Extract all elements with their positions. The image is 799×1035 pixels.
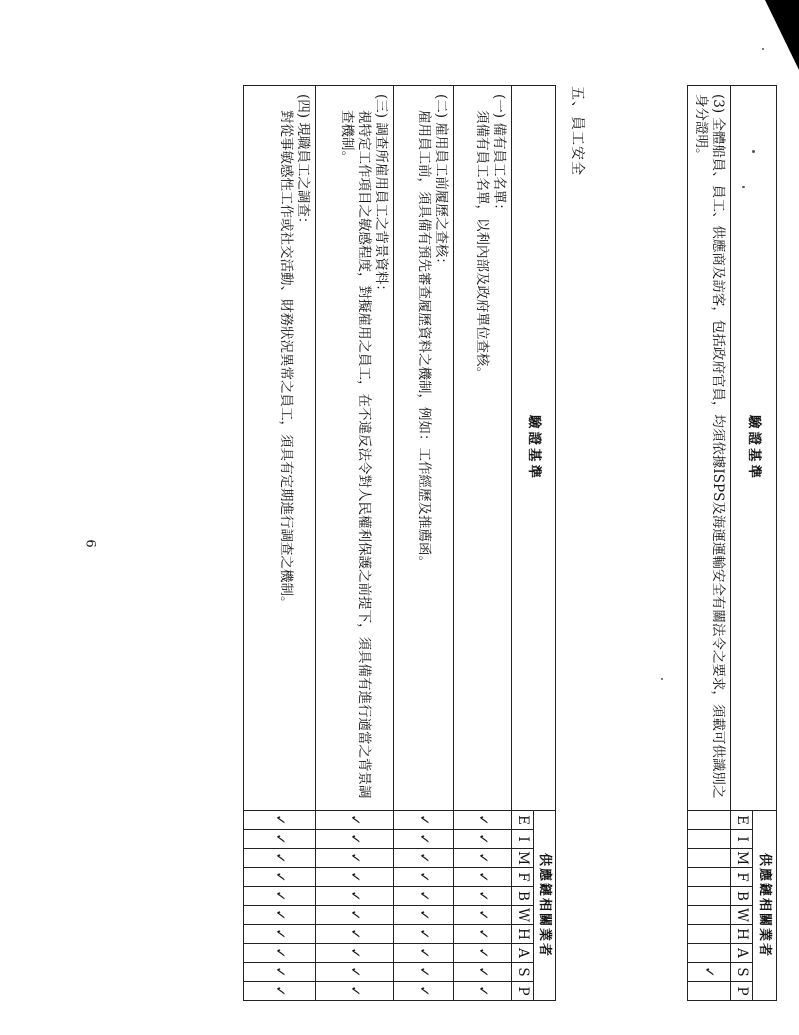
criterion-title: (三) 調查所雇用員工之背景資料： [373,94,389,298]
code-cell: W [512,906,534,925]
code-cell: W [731,906,753,925]
code-cell: H [512,925,534,944]
check-mark: ✓ [394,849,454,868]
check-mark: ✓ [454,830,512,849]
page-number: 6 [82,539,98,548]
code-cell: M [731,849,753,868]
criterion-body: 對從事敏感性工作或社交活動、財務狀況異常之員工，須具有定期進行調查之機制。 [278,110,294,610]
check-mark: ✓ [454,849,512,868]
check-mark: ✓ [316,830,394,849]
criterion-title: (二) 雇用員工前履歷之查核： [433,94,449,271]
section-title: 五、員工安全 [569,86,585,176]
criterion-text: (3) 全體船員、員工、供應商及訪客，包括政府官員，均須依據ISPS及海運運輸安全有關法令之要求，須載可供識別之身分證明。 [688,86,731,811]
check-mark: ✓ [394,982,454,1001]
check-mark: ✓ [316,811,394,830]
supplier-header: 供應鏈相關業者 [753,811,777,1001]
check-mark: ✓ [394,887,454,906]
check-mark: ✓ [244,887,316,906]
criterion-cell [394,86,454,811]
check-mark: ✓ [316,887,394,906]
check-mark: ✓ [316,963,394,982]
check-mark: ✓ [454,944,512,963]
check-mark [688,982,731,1001]
criterion-title: (四) 現職員工之調查： [295,94,311,231]
check-mark: ✓ [244,868,316,887]
supplier-header: 供應鏈相關業者 [534,811,556,1001]
check-mark: ✓ [394,944,454,963]
check-mark: ✓ [244,830,316,849]
code-cell: P [731,982,753,1001]
table-row [688,86,731,1001]
table-row [316,86,394,1001]
code-cell: B [731,887,753,906]
criteria-table-2 [243,85,556,1001]
check-mark [688,868,731,887]
criterion-title: (一) 備有員工名單： [491,94,507,217]
code-cell: A [512,944,534,963]
check-mark: ✓ [394,906,454,925]
criteria-header: 驗證基準 [731,86,777,811]
check-mark: ✓ [244,811,316,830]
check-mark: ✓ [244,982,316,1001]
criterion-body: 須備有員工名單，以利內部及政府單位查核。 [474,110,490,380]
code-cell: F [512,868,534,887]
criterion-cell [244,86,316,811]
table-row [394,86,454,1001]
check-mark: ✓ [454,925,512,944]
code-cell: E [731,811,753,830]
check-mark: ✓ [316,906,394,925]
check-mark: ✓ [454,963,512,982]
code-cell: I [731,830,753,849]
check-mark [688,849,731,868]
check-mark: ✓ [316,849,394,868]
code-cell: H [731,925,753,944]
check-mark: ✓ [316,944,394,963]
criterion-cell [316,86,394,811]
check-mark: ✓ [244,944,316,963]
check-mark: ✓ [454,868,512,887]
check-mark [688,887,731,906]
criteria-header: 驗證基準 [512,86,556,811]
check-mark: ✓ [394,963,454,982]
criterion-cell [454,86,512,811]
code-cell: M [512,849,534,868]
check-mark: ✓ [316,925,394,944]
check-mark [688,906,731,925]
criterion-body: 雇用員工前，須具備有預先審查履歷資料之機制，例如：工作經歷及推薦函。 [416,110,432,569]
code-cell: P [512,982,534,1001]
table-row [244,86,316,1001]
code-cell: S [512,963,534,982]
check-mark: ✓ [316,982,394,1001]
check-mark [688,925,731,944]
check-mark: ✓ [244,849,316,868]
check-mark: ✓ [316,868,394,887]
check-mark [688,944,731,963]
check-mark: ✓ [454,982,512,1001]
check-mark [688,830,731,849]
check-mark: ✓ [454,811,512,830]
criterion-body: 視特定工作項目之敏感程度，對擬雇用之員工，在不違反法令對人民權利保護之前提下，須具備有進行適當之背景調查機制。 [339,110,372,799]
check-mark: ✓ [394,868,454,887]
code-cell: I [512,830,534,849]
check-mark: ✓ [394,830,454,849]
code-cell: A [731,944,753,963]
code-cell: E [512,811,534,830]
code-cell: F [731,868,753,887]
check-mark [688,811,731,830]
check-mark: ✓ [244,963,316,982]
check-mark: ✓ [688,963,731,982]
code-cell: B [512,887,534,906]
check-mark: ✓ [454,906,512,925]
check-mark: ✓ [394,925,454,944]
code-cell: S [731,963,753,982]
check-mark: ✓ [244,925,316,944]
check-mark: ✓ [454,887,512,906]
table-row [454,86,512,1001]
check-mark: ✓ [394,811,454,830]
check-mark: ✓ [244,906,316,925]
criteria-table-1 [687,85,777,1001]
